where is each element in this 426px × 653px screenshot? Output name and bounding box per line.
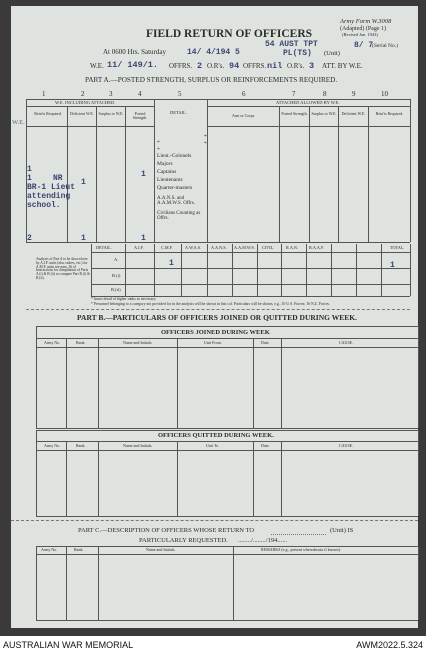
rule xyxy=(381,244,382,296)
ors-label: O.R's. xyxy=(207,62,225,70)
quitted-col-header: Unit To. xyxy=(206,443,220,448)
part-c-col-header: REMARKS (e.g., present whereabouts if known). xyxy=(261,547,341,552)
ors-value: 94 xyxy=(229,61,240,71)
analysis-header: R.A.A.F. xyxy=(309,245,325,250)
we-label: W.E. xyxy=(90,62,104,70)
rule xyxy=(36,430,37,516)
joined-col-header: CAUSE. xyxy=(339,340,354,345)
serial-label: (Serial No.) xyxy=(372,43,398,49)
rank-asterisk: * xyxy=(204,134,207,140)
analysis-header: TOTAL. xyxy=(390,245,405,250)
at-label: At 0600 Hrs. Saturday xyxy=(103,48,166,56)
quitted-col-header: CAUSE. xyxy=(339,443,354,448)
rule xyxy=(26,106,154,107)
unit-label: (Unit) xyxy=(324,50,340,57)
rule xyxy=(36,326,37,428)
part-b-heading: PART B.—PARTICULARS OF OFFICERS JOINED OR QUITTED DURING WEEK. xyxy=(77,313,357,322)
rule xyxy=(207,99,208,242)
rule xyxy=(253,338,254,428)
sub-header: Deficient W.E. xyxy=(341,111,366,116)
rank-asterisk: * xyxy=(157,147,160,153)
quitted-col-header: Name and Initials. xyxy=(123,443,153,448)
rule xyxy=(36,546,37,620)
quitted-col-header: Rank. xyxy=(76,443,86,448)
form-id-revised: (Revised Jan. 1943) xyxy=(342,32,378,37)
rule xyxy=(91,252,410,253)
rule xyxy=(257,244,258,296)
analysis-row-label: A. xyxy=(114,257,119,262)
serial-value: 8/ 7 xyxy=(354,41,374,50)
rank-asterisk: * xyxy=(157,140,160,146)
offrs-label: OFFRS. xyxy=(169,62,193,70)
rank-label: Quarter-masters xyxy=(157,185,193,191)
analysis-header: DETAIL. xyxy=(96,245,112,250)
rule xyxy=(207,106,410,107)
rule xyxy=(232,244,233,296)
rule xyxy=(410,99,411,242)
rank-label: Majors xyxy=(157,161,173,167)
rule xyxy=(410,244,411,296)
divider xyxy=(11,520,418,521)
quitted-heading: OFFICERS QUITTED DURING WEEK. xyxy=(158,432,274,439)
col-number: 9 xyxy=(352,90,356,98)
part-c-heading-2: PARTICULARLY REQUESTED. xyxy=(139,537,228,544)
part-c-col-header: Army No. xyxy=(41,547,58,552)
rule xyxy=(154,99,155,242)
analysis-header: CIVIL. xyxy=(262,245,275,250)
analysis-header: A.I.F. xyxy=(134,245,144,250)
form-id: Army Form W.3008 xyxy=(340,18,392,25)
col-number: 6 xyxy=(242,90,246,98)
rule xyxy=(36,430,418,431)
rule xyxy=(125,244,126,296)
rule xyxy=(177,441,178,516)
offrs-value-2: nil xyxy=(267,61,283,71)
rule xyxy=(36,428,418,429)
rule xyxy=(418,546,419,620)
analysis-header: R.A.N. xyxy=(286,245,298,250)
unit-value-line2: PL(TS) xyxy=(283,49,312,58)
ors-label-2: O.R's. xyxy=(287,62,305,70)
rule xyxy=(98,441,99,516)
typed-entry: 1 xyxy=(27,174,32,183)
rule xyxy=(418,430,419,516)
sub-header: Posted Strength. xyxy=(132,111,148,121)
analysis-row-label: B.(ii) xyxy=(111,287,121,292)
joined-heading: OFFICERS JOINED DURING WEEK xyxy=(161,329,270,336)
analysis-header: C.M.F. xyxy=(161,245,173,250)
rule xyxy=(356,244,357,296)
rank-label: Lieut.-Colonels xyxy=(157,153,192,159)
rule xyxy=(36,441,418,442)
col-number: 4 xyxy=(138,90,142,98)
joined-col-header: Date. xyxy=(261,340,270,345)
rule xyxy=(306,244,307,296)
rule xyxy=(98,338,99,428)
rule xyxy=(233,546,234,620)
quitted-col-header: Army No. xyxy=(44,443,61,448)
rule xyxy=(91,284,410,285)
joined-col-header: Unit From. xyxy=(204,340,222,345)
total-entry: 2 xyxy=(27,234,32,243)
typed-entry: 1 xyxy=(27,165,32,174)
rule xyxy=(177,338,178,428)
total-entry: 1 xyxy=(81,234,86,243)
analysis-row-label: B.(i) xyxy=(112,273,121,278)
analysis-footnote: * Insert detail of higher ranks as necessary. xyxy=(91,297,157,301)
divider xyxy=(26,309,410,310)
analysis-total-value: 1 xyxy=(390,261,395,270)
rule xyxy=(98,546,99,620)
year-value: 5 xyxy=(235,48,240,57)
rule xyxy=(36,450,418,451)
analysis-header: A.W.A.S. xyxy=(185,245,202,250)
date-value: 14/ 4/194 xyxy=(187,48,231,57)
analysis-aif-value: 1 xyxy=(169,259,174,268)
we-value: 11/ 149/1. xyxy=(107,60,159,70)
rank-label: Lieutenants xyxy=(157,177,183,183)
we-margin-label: W.E. xyxy=(12,119,25,126)
rank-label: Captains xyxy=(157,169,177,175)
analysis-footnote: * Personnel belonging to a category not provided for in the analysis will be shown in this col. Particulars will be shown, e.g., 10 U.S. Forces; 16 N.Z. Forces. xyxy=(91,302,330,306)
typed-entry: 1 xyxy=(81,178,86,187)
part-c-col-header: Rank. xyxy=(74,547,84,552)
rank-label: A.A.N.S. and A.A.M.W.S. Offrs. xyxy=(157,196,195,207)
form-page xyxy=(11,6,418,628)
typed-entry: NR xyxy=(53,174,63,183)
rule xyxy=(66,338,67,428)
rule xyxy=(281,244,282,296)
unit-blank xyxy=(271,534,326,535)
typed-entry: attending xyxy=(27,192,71,201)
sub-header: Rein'ts Required. xyxy=(375,111,404,116)
sub-header: Surplus to W.E. xyxy=(98,111,124,116)
offrs-label-2: OFFRS. xyxy=(243,62,267,70)
part-c-unit-label: (Unit) IS xyxy=(330,527,354,534)
rule xyxy=(66,441,67,516)
rule xyxy=(281,441,282,516)
rule xyxy=(36,326,418,327)
col-number: 5 xyxy=(178,90,182,98)
col-number: 10 xyxy=(381,90,388,98)
col-number: 3 xyxy=(109,90,113,98)
rule xyxy=(154,244,155,296)
typed-entry: BR-1 Lieut xyxy=(27,183,76,192)
part-c-col-header: Name and Initials. xyxy=(146,547,176,552)
typed-entry: 1 xyxy=(141,170,146,179)
joined-col-header: Rank. xyxy=(76,340,86,345)
col-number: 2 xyxy=(81,90,85,98)
rule xyxy=(66,546,67,620)
att-label: ATT. BY W.E. xyxy=(322,62,363,70)
rule xyxy=(36,546,418,547)
rule xyxy=(281,338,282,428)
footer-credit: AUSTRALIAN WAR MEMORIAL xyxy=(3,640,134,650)
analysis-note: Analysis of Part A to be shown here by A.I.F. units (also cadres, etc.) for A.M.F. units see para. 16 of Instructions for compilation of Parts A (i) & B (ii) to compare Part B (i) & B (ii). xyxy=(36,257,90,280)
part-c-heading: PART C.—DESCRIPTION OF OFFICERS WHOSE RETURN TO xyxy=(78,527,255,534)
analysis-header: A.A.M.W.S. xyxy=(234,245,255,250)
sub-header: Arm or Corps. xyxy=(232,113,256,118)
col-number: 8 xyxy=(323,90,327,98)
group-right-label: ATTACHED ALLOWED BY W.E. xyxy=(276,100,340,105)
rule xyxy=(181,244,182,296)
rule xyxy=(36,554,418,555)
detail-header: DETAIL. xyxy=(170,110,188,115)
rank-label: Civilians Counting as Offrs. xyxy=(157,211,201,222)
rule xyxy=(91,268,410,269)
group-left-label: W.E. INCLUDING ATTACHED. xyxy=(55,100,116,105)
rule xyxy=(331,244,332,296)
quitted-col-header: Date. xyxy=(261,443,270,448)
col-number: 7 xyxy=(292,90,296,98)
offrs-value: 2 xyxy=(197,61,203,71)
rule xyxy=(253,441,254,516)
part-a-heading: PART A.—POSTED STRENGTH, SURPLUS OR REINFORCEMENTS REQUIRED. xyxy=(85,76,338,84)
analysis-header: A.A.N.S. xyxy=(211,245,227,250)
rank-asterisk: * xyxy=(204,141,207,147)
sub-header: Surplus to W.E. xyxy=(311,111,337,116)
rule xyxy=(36,620,418,621)
ors-value-2: 3 xyxy=(309,61,315,71)
rule xyxy=(36,347,418,348)
rule xyxy=(91,244,92,296)
footer-accession-number: AWM2022.5.324 xyxy=(356,640,423,650)
typed-entry: school. xyxy=(27,201,61,210)
unit-value-line1: 54 AUST TPT xyxy=(265,40,318,49)
rule xyxy=(26,126,154,127)
col-number: 1 xyxy=(42,90,46,98)
rule xyxy=(418,326,419,428)
rule xyxy=(207,244,208,296)
joined-col-header: Name and Initials. xyxy=(123,340,153,345)
form-id-adapted: (Adapted) (Page 1) xyxy=(340,26,386,32)
rule xyxy=(36,338,418,339)
sub-header: Posted Strength. xyxy=(281,111,308,116)
part-c-date-blank: ......../......../194...... xyxy=(238,537,288,544)
sub-header: Rein'ts Required. xyxy=(34,111,62,116)
total-entry: 1 xyxy=(141,234,146,243)
rule xyxy=(36,516,418,517)
sub-header: Deficient W.E. xyxy=(70,111,94,116)
rule xyxy=(207,126,410,127)
form-title: FIELD RETURN OF OFFICERS xyxy=(146,28,313,40)
joined-col-header: Army No. xyxy=(44,340,61,345)
